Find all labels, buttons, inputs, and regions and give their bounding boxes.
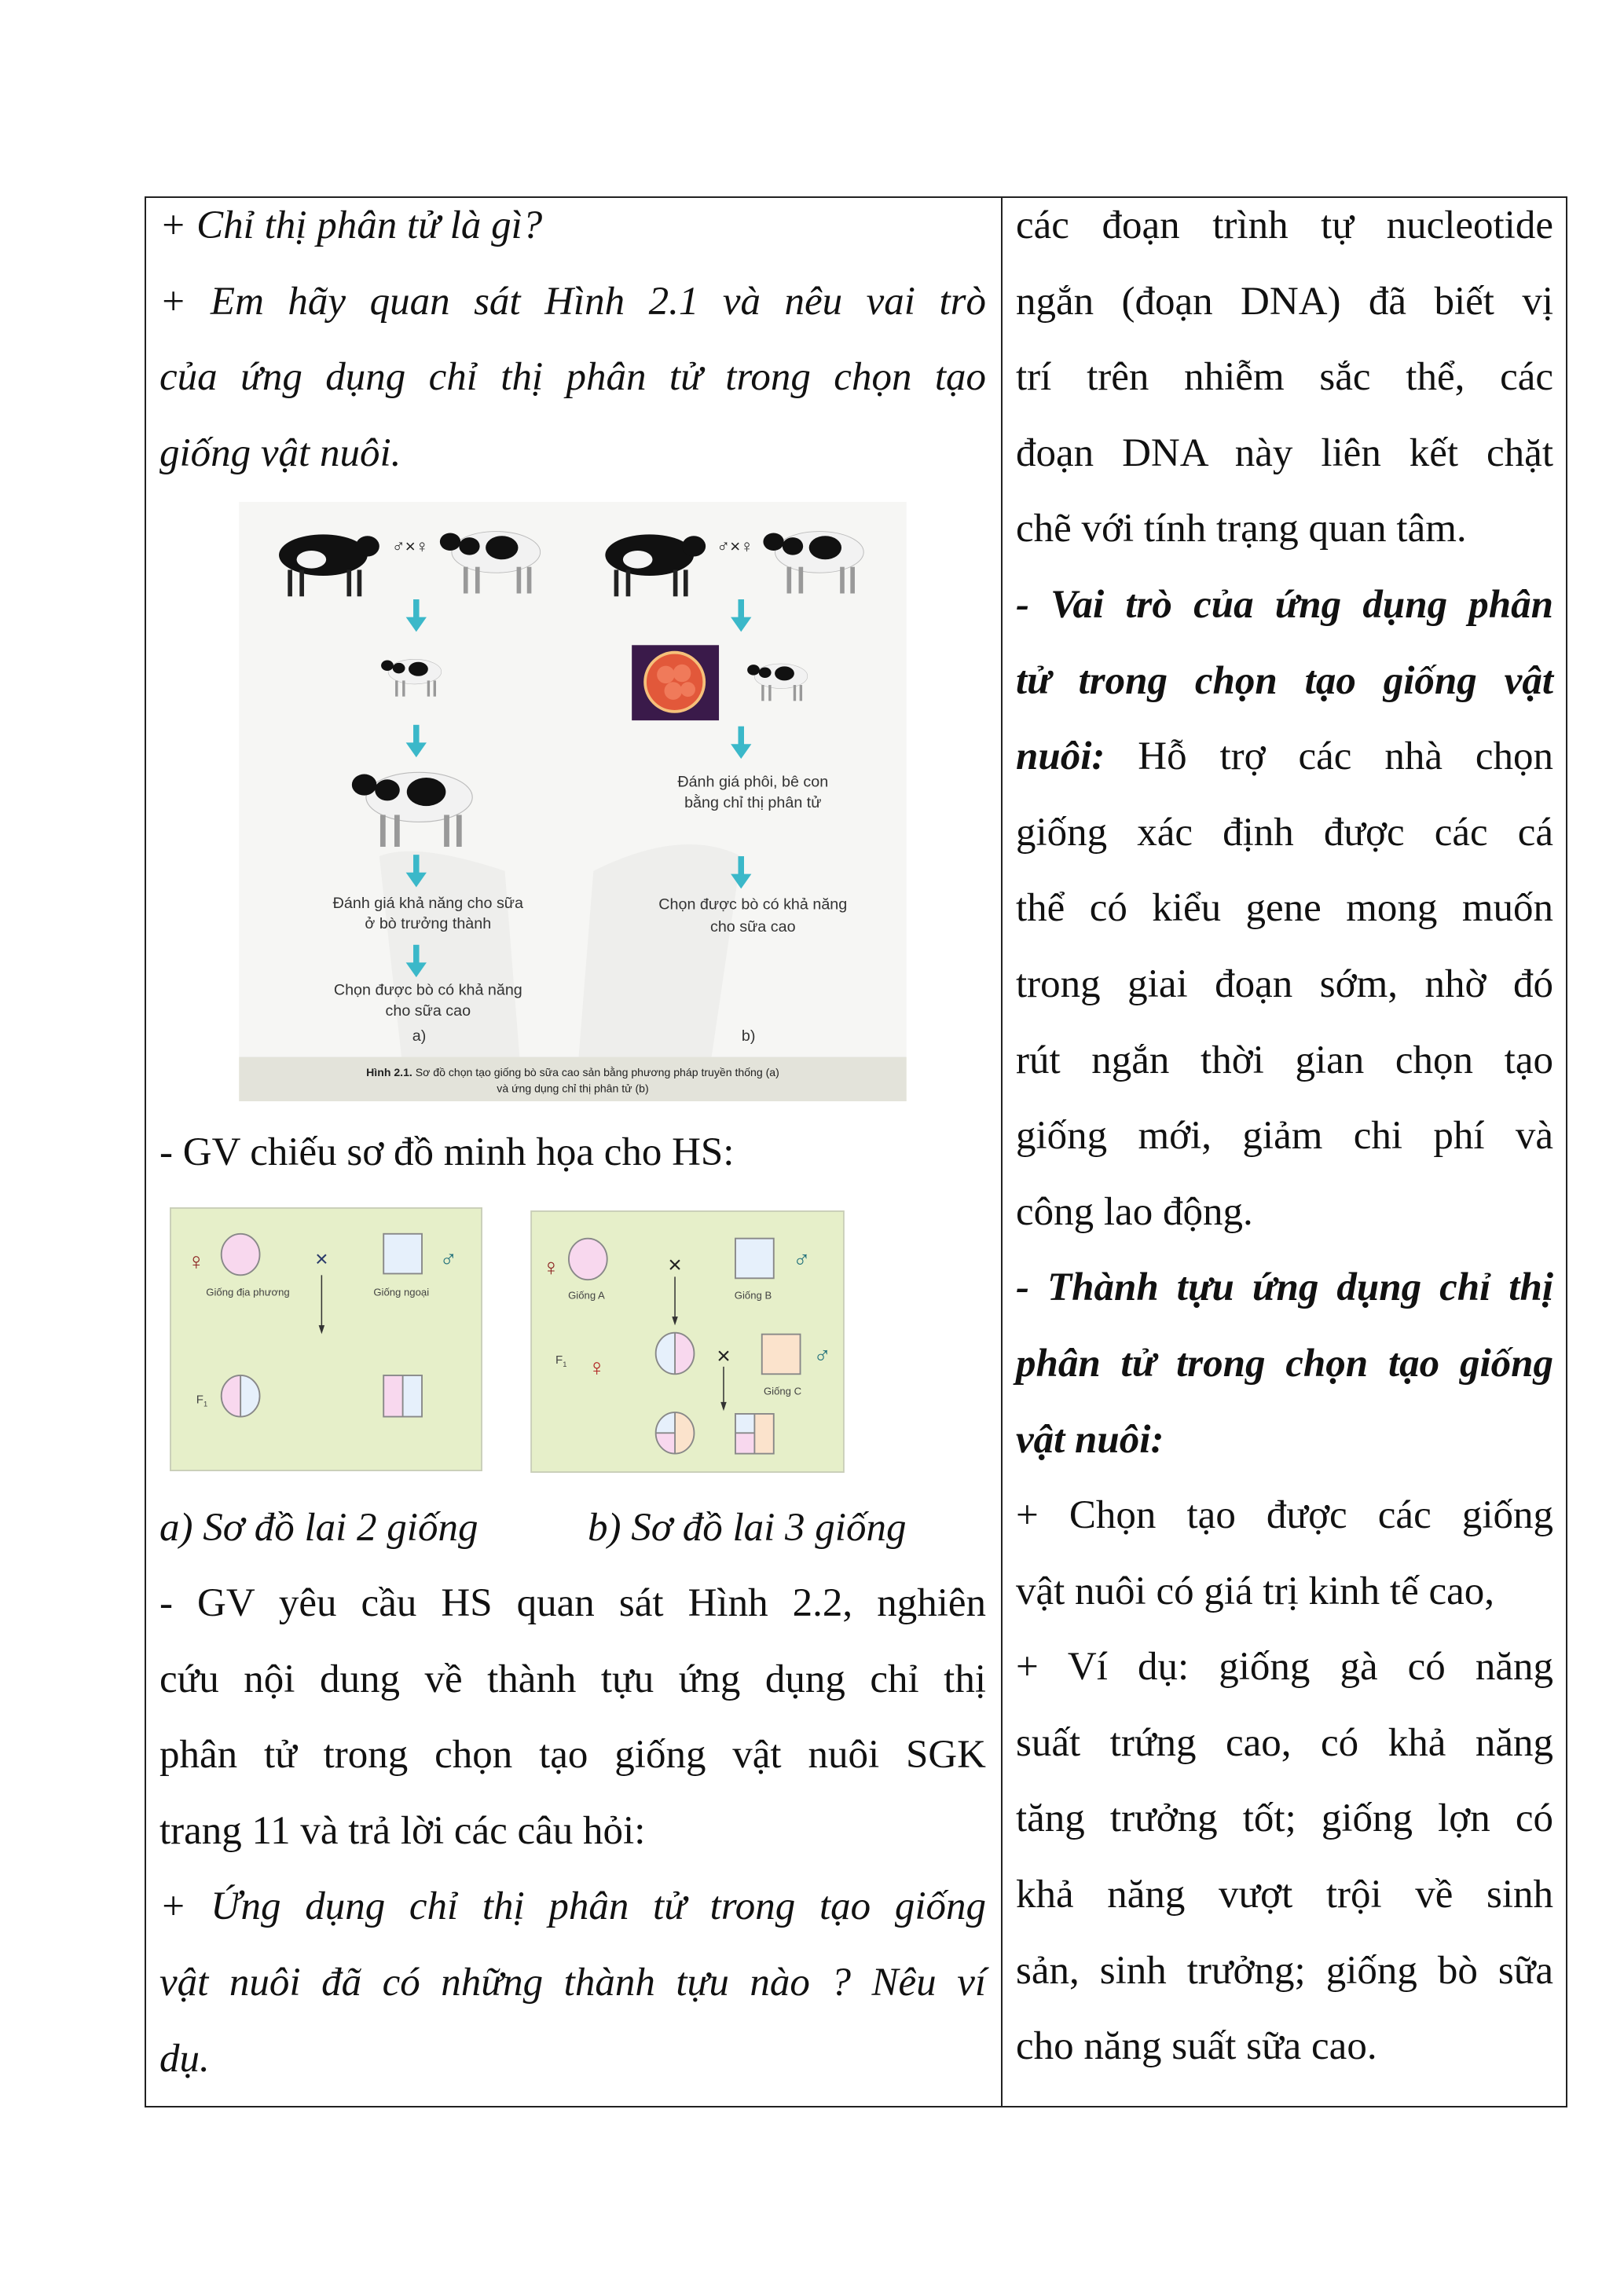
text-segment: sản, sinh trưởng; giống bò sữa [1016,1948,1553,1993]
text-line [1016,491,1553,567]
text-line [159,1115,986,1191]
label-breed-a: Giống A [568,1289,605,1302]
text-segment: vật nuôi: [1016,1417,1164,1462]
male-symbol: ♂ [813,1342,831,1368]
diagram-captions [159,1490,986,1566]
text-segment: nuôi: [1016,734,1105,779]
female-parent-circle [222,1234,260,1276]
offspring-circle [656,1412,695,1454]
male-symbol: ♂ [439,1246,458,1273]
text-line [1016,1933,1553,2009]
text-line [1016,1326,1553,1402]
text-segment: Hỗ trợ các nhà chọn [1105,734,1553,779]
breed-a-circle [569,1239,607,1280]
text-line [1016,567,1553,643]
text-line [1016,339,1553,416]
text-segment: thể có kiểu gene mong muốn [1016,886,1553,931]
text-segment: - Vai trò của ứng dụng phân [1016,582,1553,627]
text-segment: - GV chiếu sơ đồ minh họa cho HS: [159,1130,735,1174]
text-line [1016,264,1553,340]
f1-male-square [383,1375,422,1417]
text-line [159,264,986,340]
figure-caption-text: Sơ đồ chọn tạo giống bò sữa cao sản bằng phương pháp truyền thống (a) [412,1066,779,1079]
text-segment: - Thành tựu ứng dụng chỉ thị [1016,1265,1553,1310]
text-segment: phân tử trong chọn tạo giống [1016,1341,1553,1386]
b-step1-line2: bằng chỉ thị phân tử [684,794,822,812]
cross-symbol-b: ♂×♀ [717,536,754,556]
text-line [1016,795,1553,871]
a-step1-line1: Đánh giá khả năng cho sữa [332,894,523,912]
breed-b-square [735,1239,774,1279]
label-foreign-breed: Giống ngoại [373,1286,430,1298]
text-segment: + Chọn tạo được các giống [1016,1493,1553,1538]
text-line [159,339,986,416]
text-segment: ngắn (đoạn DNA) đã biết vị [1016,279,1553,324]
text-segment: của ứng dụng chỉ thị phân tử trong chọn tạo [159,355,986,400]
a-step1-line2: ở bò trưởng thành [365,915,492,933]
female-symbol: ♀ [187,1248,206,1275]
text-segment: vật nuôi có giá trị kinh tế cao, [1016,1569,1494,1613]
embryo-image [632,645,719,720]
text-line [159,2021,986,2097]
f1-female-circle [222,1375,260,1417]
text-segment: suất trứng cao, có khả năng [1016,1720,1553,1765]
text-line [159,1565,986,1642]
breed-c-square [762,1335,801,1375]
f1-circle [656,1333,695,1375]
f1-female-symbol: ♀ [588,1355,606,1382]
text-line [159,1717,986,1793]
cross-diagram-2-breeds [170,1207,482,1471]
figure-2-1 [239,502,907,1101]
text-segment: + Ứng dụng chỉ thị phân tử trong tạo giống [159,1884,986,1929]
question-lines [159,188,986,491]
text-line [159,188,986,264]
offspring-square [735,1414,774,1454]
f1-subscript: 1 [203,1400,208,1408]
figure-caption-number: Hình 2.1. [366,1066,412,1079]
text-segment: cứu nội dung về thành tựu ứng dụng chỉ thị [159,1657,986,1701]
text-segment: chẽ với tính trạng quan tâm. [1016,507,1467,551]
text-segment: + Chỉ thị phân tử là gì? [159,203,543,247]
female-symbol: ♀ [542,1254,560,1281]
text-segment: khả năng vượt trội về sinh [1016,1873,1553,1917]
text-line [1016,1857,1553,1933]
text-line [1016,870,1553,947]
text-segment: đoạn DNA này liên kết chặt [1016,430,1553,475]
caption-diagram-a: a) Sơ đồ lai 2 giống [159,1506,478,1550]
male-parent-square [383,1234,422,1274]
text-line [1016,1098,1553,1174]
text-segment: trí trên nhiễm sắc thể, các [1016,355,1553,400]
text-line [1016,1478,1553,1554]
text-segment: phân tử trong chọn tạo giống vật nuôi SGK [159,1733,986,1778]
b-step2-line1: Chọn được bò có khả năng [658,895,848,914]
text-segment: tử trong chọn tạo giống vật [1016,658,1553,703]
text-line [1016,416,1553,492]
cross-diagram-3-breeds [530,1210,845,1473]
b-step1-line1: Đánh giá phôi, bê con [677,773,829,791]
text-line [1016,719,1553,795]
gv-show-line [159,1115,986,1191]
text-segment: vật nuôi đã có những thành tựu nào ? Nêu ví [159,1960,986,2005]
figure-caption-line2: và ứng dụng chỉ thị phân tử (b) [497,1082,649,1095]
b-step2-line2: cho sữa cao [709,917,796,936]
a-label: a) [412,1027,427,1045]
text-line [1016,1705,1553,1782]
text-segment: công lao động. [1016,1189,1253,1234]
text-line [1016,1629,1553,1705]
text-segment: tăng trưởng tốt; giống lợn có [1016,1796,1553,1841]
cross-icon: × [668,1251,682,1278]
figure-caption-line1 [366,1066,779,1078]
task-lines [159,1565,986,2096]
f1-text: F [555,1353,563,1368]
text-segment: giống xác định được các cá [1016,810,1553,855]
text-line [1016,188,1553,264]
text-line [1016,643,1553,720]
f1-subscript: 1 [563,1360,567,1368]
text-segment: + Ví dụ: giống gà có năng [1016,1645,1553,1690]
text-line [1016,1554,1553,1630]
label-local-breed: Giống địa phương [206,1286,290,1298]
text-line [159,1793,986,1869]
figure-2-1-svg [239,502,907,1101]
male-symbol: ♂ [793,1246,811,1273]
text-line [1016,1250,1553,1326]
text-segment: trang 11 và trả lời các câu hỏi: [159,1808,646,1853]
text-line [1016,1174,1553,1251]
text-segment: rút ngắn thời gian chọn tạo [1016,1038,1553,1082]
text-line [1016,1402,1553,1478]
text-line [159,416,986,492]
text-line [1016,947,1553,1023]
caption-diagram-b: b) Sơ đồ lai 3 giống [588,1506,907,1550]
text-line [159,1945,986,2021]
text-segment: cho năng suất sữa cao. [1016,2024,1377,2069]
text-line [159,1869,986,1945]
label-breed-c: Giống C [763,1385,802,1397]
a-step2-line1: Chọn được bò có khả năng [333,981,522,999]
text-line [1016,1781,1553,1857]
f1-text: F [196,1393,203,1407]
text-segment: - GV yêu cầu HS quan sát Hình 2.2, nghiên [159,1581,986,1625]
a-step2-line2: cho sữa cao [385,1002,471,1020]
answer-lines [1016,188,1553,2085]
text-segment: dụ. [159,2036,210,2081]
text-segment: giống mới, giảm chi phí và [1016,1114,1553,1159]
label-breed-b: Giống B [734,1289,772,1302]
cross-icon: × [315,1247,328,1272]
text-line [159,1642,986,1718]
text-segment: các đoạn trình tự nucleotide [1016,203,1553,247]
cross-icon: × [717,1343,731,1370]
b-label: b) [741,1027,756,1045]
text-line [1016,1023,1553,1099]
cross-symbol-a: ♂×♀ [391,536,429,556]
column-divider [1001,196,1003,2107]
text-segment: + Em hãy quan sát Hình 2.1 và nêu vai trò [159,279,986,324]
text-segment: trong giai đoạn sớm, nhờ đó [1016,961,1553,1006]
text-segment: giống vật nuôi. [159,430,401,475]
text-line [1016,2009,1553,2085]
